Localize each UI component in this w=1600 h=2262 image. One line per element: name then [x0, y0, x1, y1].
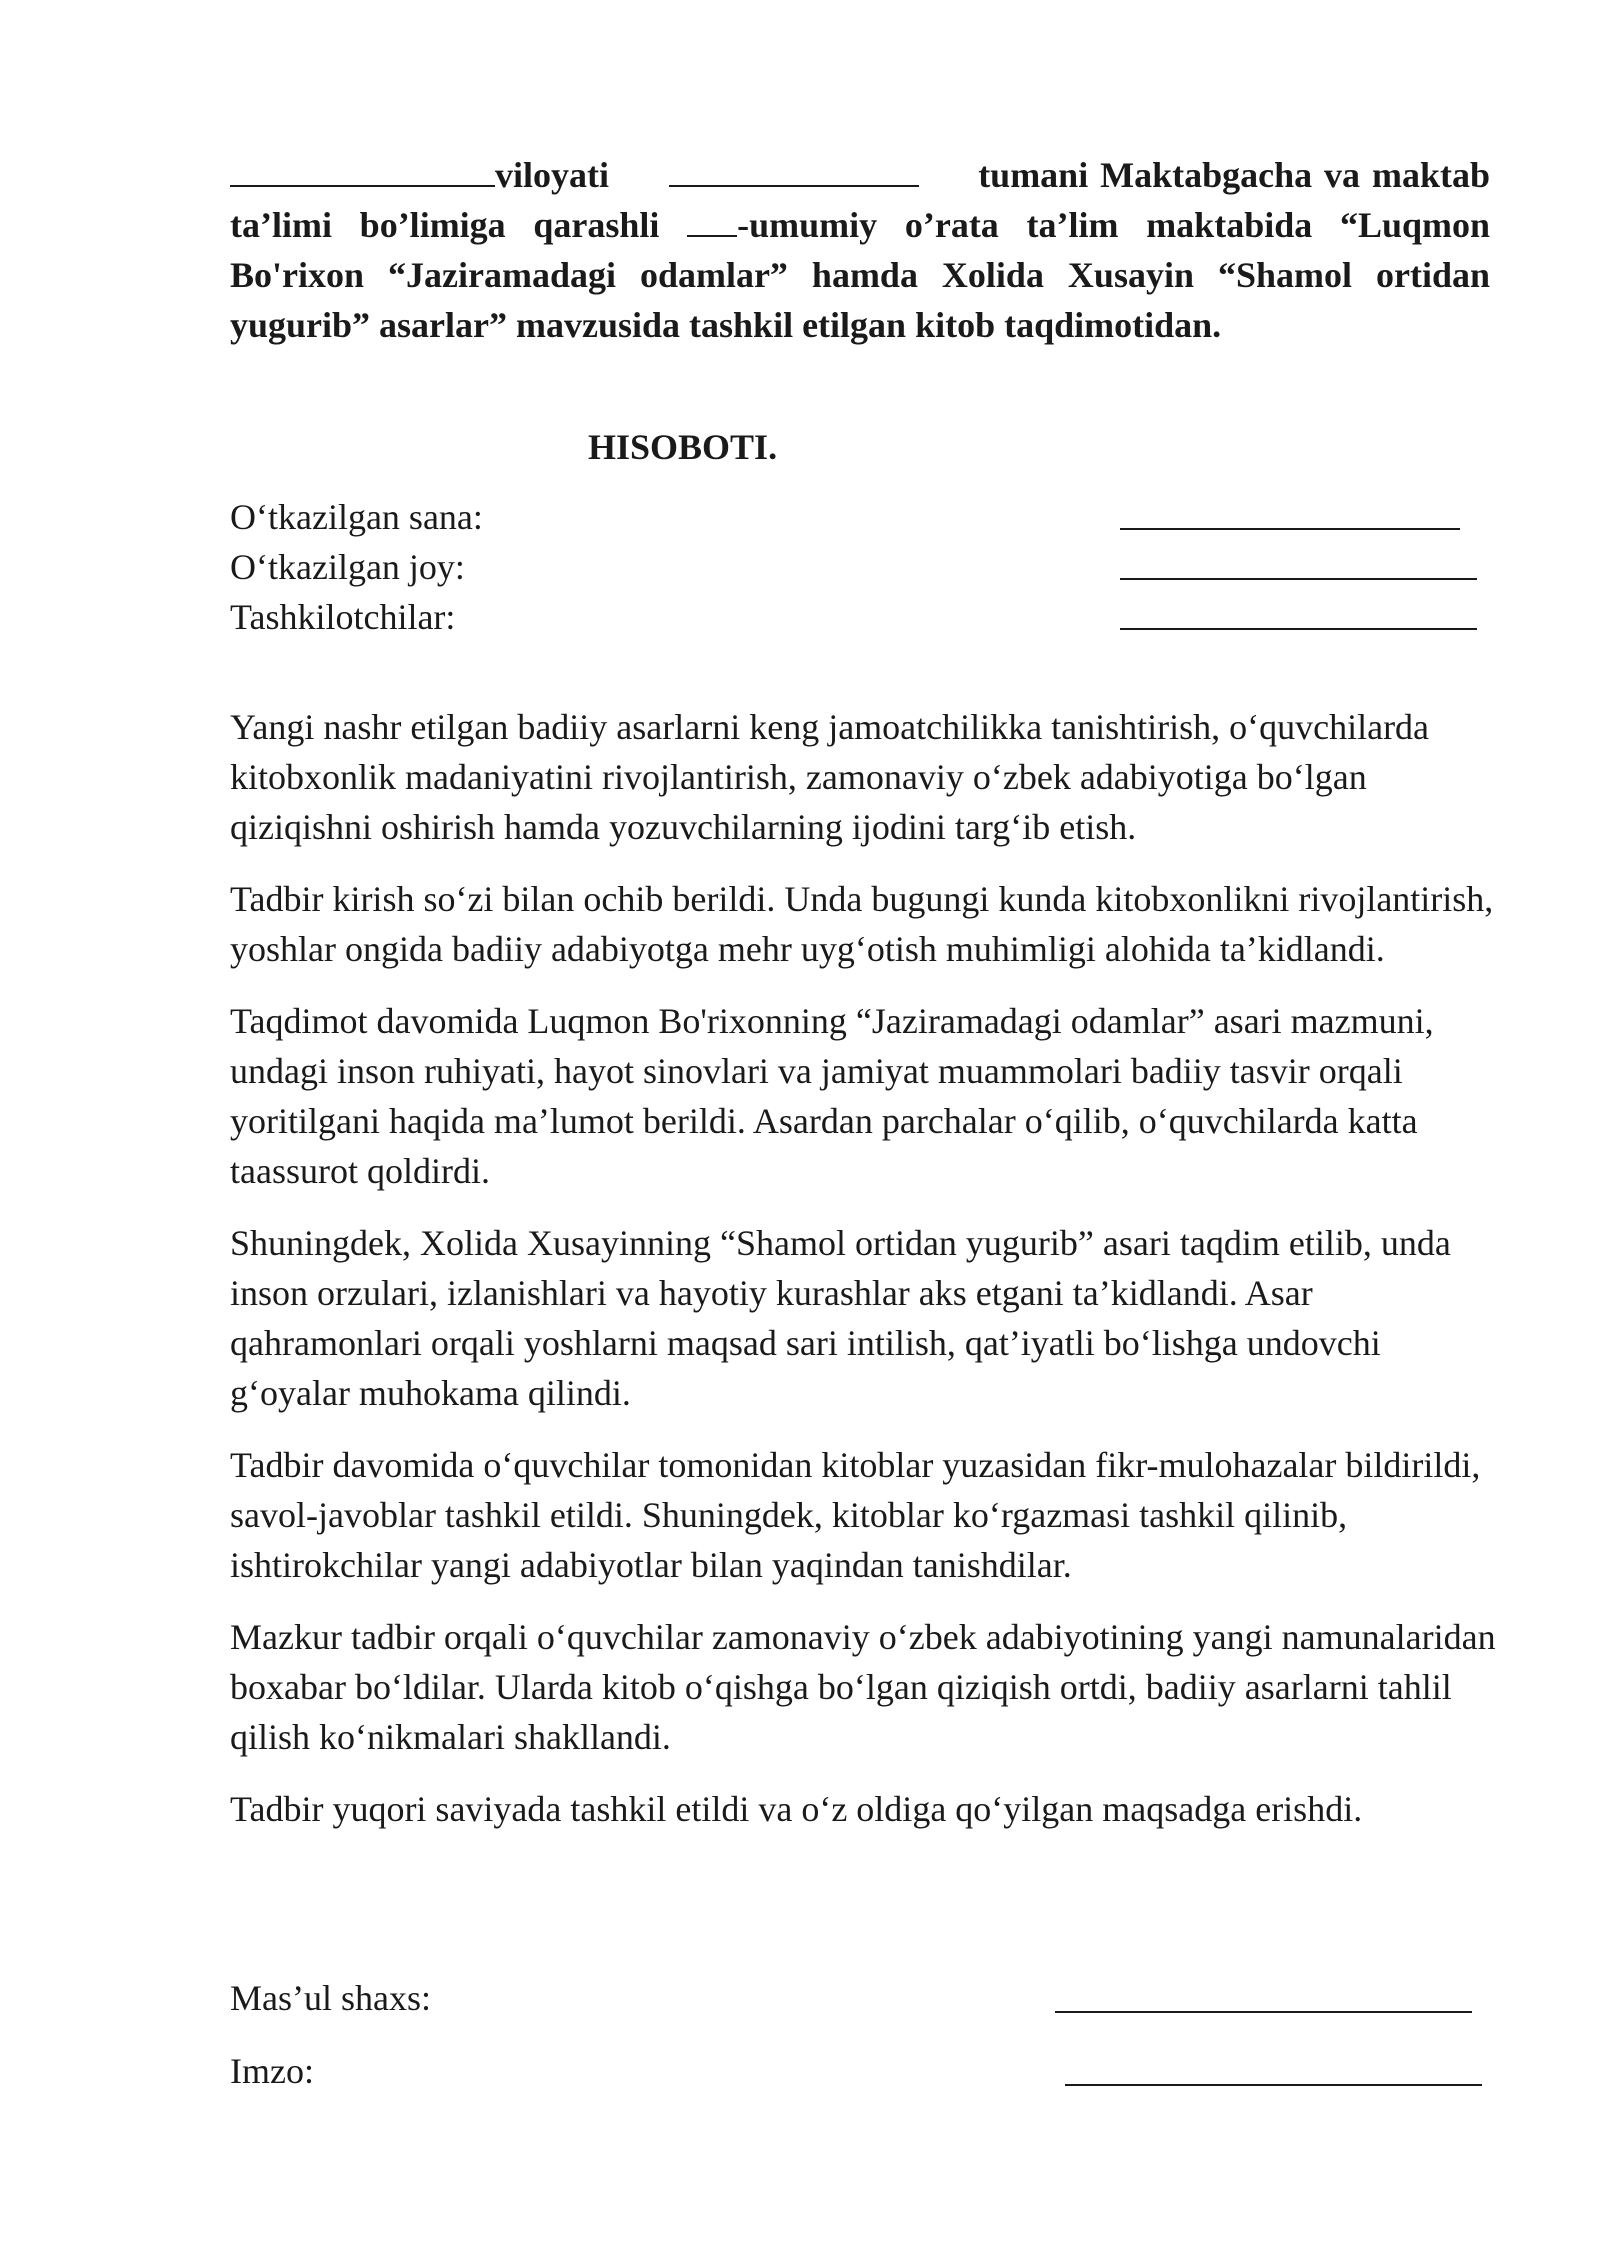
place-field [230, 542, 1490, 592]
place-blank-line [1120, 578, 1477, 580]
signature-line [1065, 2084, 1482, 2086]
heading-school-text: -umumiy o’rata ta’lim maktabida “Luqmon Bo'rixon “Jaziramadagi odamlar” hamda Xolida Xusayin “Shamol ortidan yugurib” asarlar” mavzusida tashkil etilgan kitob taqdimotidan. [230, 205, 1491, 345]
school-number-blank [687, 205, 737, 237]
responsible-person-line [1055, 2011, 1472, 2013]
document-page [230, 150, 1496, 2091]
date-blank-line [1120, 528, 1460, 530]
paragraph-second-book: Shuningdek, Xolida Xusayinning “Shamol ortidan yugurib” asari taqdim etilib, unda inson orzulari, izlanishlari va hayotiy kurashlar aks etgani ta’kidlandi. Asar qahramonlari orqali yoshlarni maqsad sari intilish, qat’iyatli bo‘lishga undovchi g‘oyalar muhokama qilindi. [230, 1223, 1451, 1413]
signature-label: Imzo: [230, 2051, 314, 2091]
organizers-label: Tashkilotchilar: [230, 597, 456, 637]
signature-row [230, 2046, 1490, 2096]
heading-district-text: tumani Maktabgacha va maktab ta’limi bo’limiga qarashli [230, 155, 1490, 245]
document-title: HISOBOTI. [588, 427, 778, 467]
report-body [230, 702, 1505, 1856]
region-blank [230, 155, 495, 187]
paragraph-opening: Tadbir kirish so‘zi bilan ochib berildi. Unda bugungi kunda kitobxonlikni rivojlantirish, yoshlar ongida badiiy adabiyotga mehr uyg‘otish muhimligi alohida ta’kidlandi. [230, 879, 1494, 969]
district-blank [669, 155, 919, 187]
responsible-person-row [230, 1973, 1490, 2023]
heading-region-word: viloyati [495, 155, 609, 195]
organizers-field [230, 592, 1490, 642]
paragraph-outcome: Mazkur tadbir orqali o‘quvchilar zamonaviy o‘zbek adabiyotining yangi namunalaridan boxabar bo‘ldilar. Ularda kitob o‘qishga bo‘lgan qiziqish ortdi, badiiy asarlarni tahlil qilish ko‘nikmalari shakllandi. [230, 1617, 1496, 1757]
place-label: O‘tkazilgan joy: [230, 547, 465, 587]
paragraph-purpose: Yangi nashr etilgan badiiy asarlarni keng jamoatchilikka tanishtirish, o‘quvchilarda kitobxonlik madaniyatini rivojlantirish, zamonaviy o‘zbek adabiyotiga bo‘lgan qiziqishni oshirish hamda yozuvchilarning ijodini targ‘ib etish. [230, 707, 1430, 847]
paragraph-first-book: Taqdimot davomida Luqmon Bo'rixonning “Jaziramadagi odamlar” asari mazmuni, undagi inson ruhiyati, hayot sinovlari va jamiyat muammolari badiiy tasvir orqali yoritilgani haqida ma’lumot berildi. Asardan parchalar o‘qilib, o‘quvchilarda katta taassurot qoldirdi. [230, 1001, 1434, 1191]
responsible-person-label: Mas’ul shaxs: [230, 1978, 431, 2018]
date-field [230, 492, 1490, 542]
organizers-blank-line [1120, 628, 1477, 630]
paragraph-conclusion: Tadbir yuqori saviyada tashkil etildi va o‘z oldiga qo‘yilgan maqsadga erishdi. [230, 1789, 1363, 1829]
document-heading [230, 150, 1490, 350]
date-label: O‘tkazilgan sana: [230, 497, 483, 537]
paragraph-discussion: Tadbir davomida o‘quvchilar tomonidan kitoblar yuzasidan fikr-mulohazalar bildirildi, savol-javoblar tashkil etildi. Shuningdek, kitoblar ko‘rgazmasi tashkil qilinib, ishtirokchilar yangi adabiyotlar bilan yaqindan tanishdilar. [230, 1445, 1481, 1585]
event-details [230, 492, 1490, 642]
